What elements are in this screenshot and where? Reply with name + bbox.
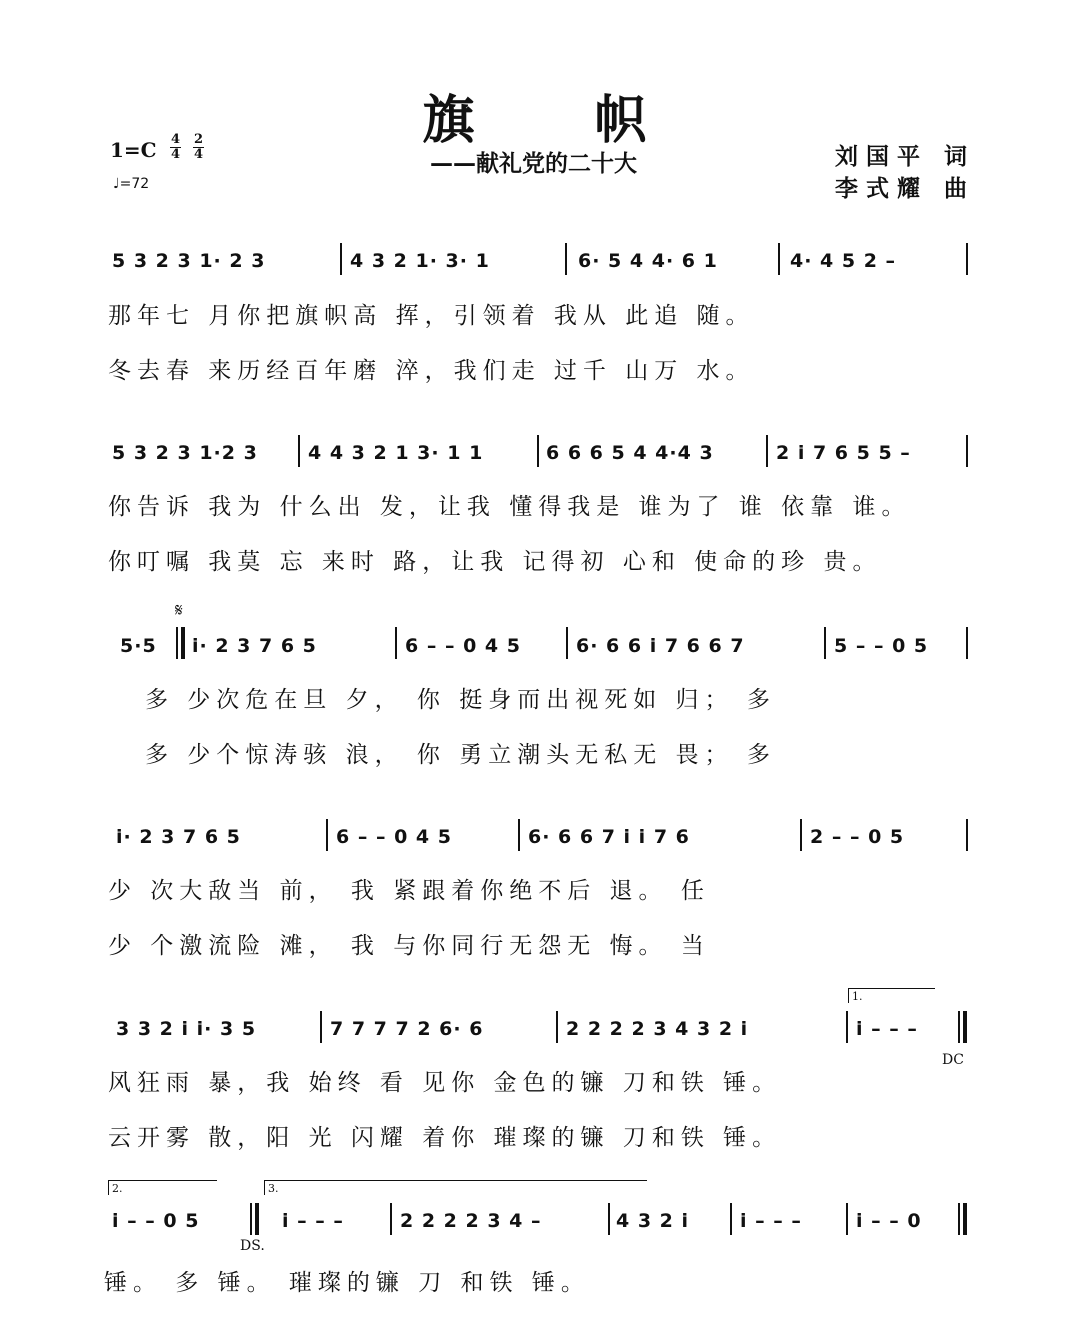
measure-notes: 6· 6 6 7 i i 7 6	[528, 826, 690, 848]
measure-notes: i – – 0	[856, 1210, 922, 1232]
bar-line	[395, 627, 397, 659]
bar-line	[966, 819, 968, 851]
lyric-line-verse-1: 风狂雨 暴，我 始终 看 见你 金色的镰 刀和铁 锤。	[108, 1070, 782, 1096]
lyric-line-verse-2: 你叮嘱 我莫 忘 来时 路，让我 记得初 心和 使命的珍 贵。	[108, 549, 882, 575]
bar-line	[556, 1011, 558, 1043]
bar-line	[518, 819, 520, 851]
repeat-end-barline	[250, 1203, 252, 1235]
dal-segno-mark: DS.	[240, 1238, 265, 1254]
bar-line	[824, 627, 826, 659]
bar-line	[966, 243, 968, 275]
measure-notes: 4 4 3 2 1 3· 1 1	[308, 442, 484, 464]
volta-bracket-3: 3.	[264, 1180, 647, 1195]
measure-notes: 6 – – 0 4 5	[336, 826, 452, 848]
measure-notes: i – – –	[856, 1018, 918, 1040]
measure-notes: 7 7 7 7 2 6· 6	[330, 1018, 484, 1040]
bar-line	[390, 1203, 392, 1235]
measure-notes: 5·5	[120, 635, 157, 657]
measure-notes: 6 – – 0 4 5	[405, 635, 521, 657]
measure-notes: 3 3 2 i i· 3 5	[116, 1018, 257, 1040]
measure-notes: 6· 5 4 4· 6 1	[578, 250, 718, 272]
time-signature-4-4: 4 4	[171, 132, 181, 162]
bar-line	[966, 627, 968, 659]
final-barline-thick	[963, 1203, 967, 1235]
measure-notes: 2 2 2 2 3 4 3 2 i	[566, 1018, 749, 1040]
lyric-line-verse-1: 你告诉 我为 什么出 发，让我 懂得我是 谁为了 谁 依靠 谁。	[108, 494, 911, 520]
lyric-line-verse-1: 多 少次危在旦 夕， 你 挺身而出视死如 归； 多	[145, 687, 776, 713]
bar-line	[766, 435, 768, 467]
measure-notes: 5 3 2 3 1·2 3	[112, 442, 258, 464]
repeat-end-barline-thick	[255, 1203, 259, 1235]
bar-line	[320, 1011, 322, 1043]
lyric-line-verse-1: 少 次大敌当 前， 我 紧跟着你绝不后 退。 任	[108, 878, 710, 904]
measure-notes: 2 2 2 2 3 4 –	[400, 1210, 542, 1232]
measure-notes: 6 6 6 5 4 4·4 3	[546, 442, 714, 464]
bar-line	[846, 1203, 848, 1235]
measure-notes: i – – –	[282, 1210, 344, 1232]
lyric-line-verse-1: 那年七 月你把旗帜高 挥，引领着 我从 此追 随。	[108, 303, 755, 329]
bar-line	[778, 243, 780, 275]
repeat-start-barline	[176, 627, 178, 659]
bar-line	[966, 435, 968, 467]
bar-line	[608, 1203, 610, 1235]
measure-notes: i· 2 3 7 6 5	[192, 635, 317, 657]
bar-line	[298, 435, 300, 467]
tempo-marking: ♩=72	[113, 176, 150, 192]
lyricist-credit: 刘国平 词	[835, 144, 976, 170]
segno-sign: 𝄋	[175, 600, 183, 621]
repeat-end-barline-thick	[963, 1011, 967, 1043]
measure-notes: 5 – – 0 5	[834, 635, 929, 657]
measure-notes: 4 3 2 1· 3· 1	[350, 250, 490, 272]
measure-notes: 2 – – 0 5	[810, 826, 905, 848]
measure-notes: i· 2 3 7 6 5	[116, 826, 241, 848]
bar-line	[566, 627, 568, 659]
bar-line	[565, 243, 567, 275]
measure-notes: 6· 6 6 i 7 6 6 7	[576, 635, 745, 657]
lyric-line-ending: 锤。 多 锤。 璀璨的镰 刀 和铁 锤。	[104, 1270, 590, 1296]
volta-bracket-1: 1.	[848, 988, 935, 1003]
repeat-start-barline-thick	[181, 627, 185, 659]
song-subtitle: ——献礼党的二十大	[430, 151, 637, 177]
song-title: 旗帜	[422, 90, 767, 151]
measure-notes: 2 i 7 6 5 5 –	[776, 442, 911, 464]
measure-notes: 5 3 2 3 1· 2 3	[112, 250, 266, 272]
lyric-line-verse-2: 云开雾 散，阳 光 闪耀 着你 璀璨的镰 刀和铁 锤。	[108, 1125, 782, 1151]
lyric-line-verse-2: 少 个激流险 滩， 我 与你同行无怨无 悔。 当	[108, 933, 710, 959]
measure-notes: i – – –	[740, 1210, 802, 1232]
bar-line	[340, 243, 342, 275]
bar-line	[537, 435, 539, 467]
lyric-line-verse-2: 冬去春 来历经百年磨 淬，我们走 过千 山万 水。	[108, 358, 755, 384]
volta-bracket-2: 2.	[108, 1180, 217, 1195]
lyric-line-verse-2: 多 少个惊涛骇 浪， 你 勇立潮头无私无 畏； 多	[145, 742, 776, 768]
final-barline	[958, 1203, 960, 1235]
measure-notes: i – – 0 5	[112, 1210, 200, 1232]
bar-line	[730, 1203, 732, 1235]
bar-line	[800, 819, 802, 851]
time-signature-2-4: 2 4	[194, 132, 204, 162]
da-capo-mark: DC	[942, 1052, 964, 1068]
measure-notes: 4 3 2 i	[616, 1210, 690, 1232]
bar-line	[846, 1011, 848, 1043]
measure-notes: 4· 4 5 2 –	[790, 250, 897, 272]
key-signature: 1=C	[110, 138, 157, 162]
bar-line	[326, 819, 328, 851]
repeat-end-barline	[958, 1011, 960, 1043]
composer-credit: 李式耀 曲	[835, 176, 976, 202]
